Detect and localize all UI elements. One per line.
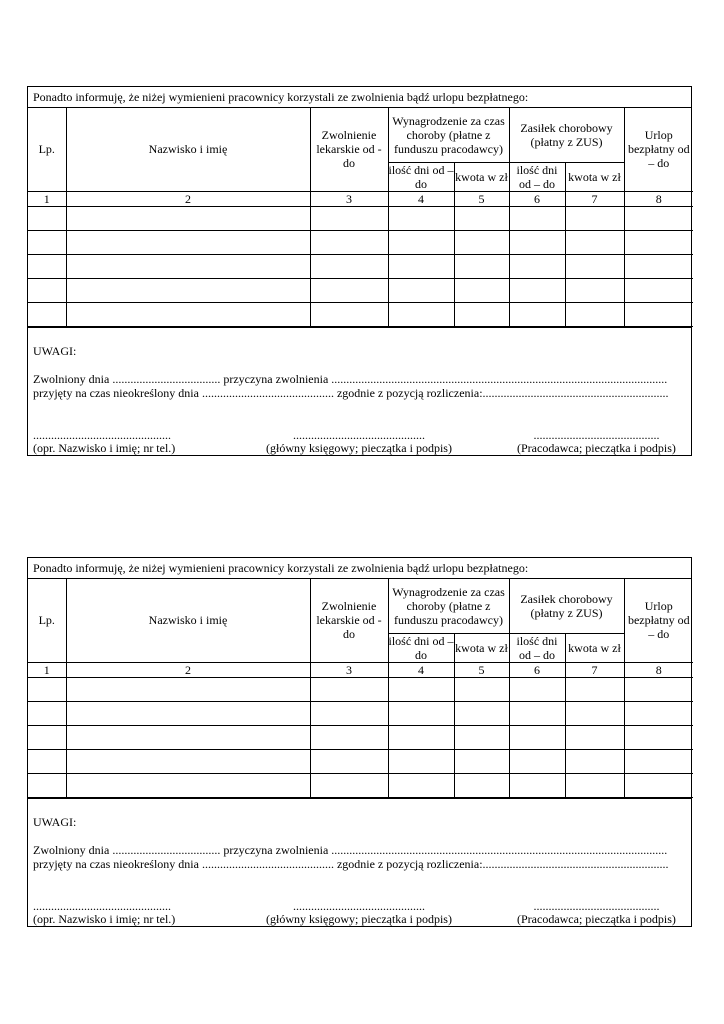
signature-dots[interactable]: .......................................... [533,427,660,442]
header-benefit-amount: kwota w zł [565,162,624,191]
column-number: 4 [388,662,454,677]
column-number-row [28,662,693,677]
signature-dots[interactable]: .............................................. [33,427,171,442]
absence-form-1 [27,86,692,456]
header-name: Nazwisko i imię [66,579,310,662]
table-cell[interactable] [28,230,66,254]
signature-employer [517,900,676,926]
table-cell[interactable] [624,206,693,230]
table-cell[interactable] [310,278,388,302]
signature-dots[interactable]: .............................................. [33,898,171,913]
header-sick-leave: Zwolnienie lekarskie od - do [310,108,388,191]
table-cell[interactable] [28,701,66,725]
table-cell[interactable] [388,749,454,773]
absence-table [28,108,693,327]
table-cell[interactable] [565,230,624,254]
header-benefit-days: ilość dni od – do [509,633,565,662]
table-row [28,302,693,326]
header-lp: Lp. [28,108,66,191]
table-cell[interactable] [28,302,66,326]
dismissal-line[interactable]: Zwolniony dnia .................................... przyczyna zwolnienia ................................................................................................................ [33,842,668,857]
table-cell[interactable] [28,677,66,701]
table-cell[interactable] [28,206,66,230]
table-cell[interactable] [66,677,310,701]
intro-text: Ponadto informuję, że niżej wymienieni pracownicy korzystali ze zwolnienia bądź urlopu bezpłatnego: [28,558,691,579]
table-cell[interactable] [454,749,509,773]
table-cell[interactable] [509,230,565,254]
table-cell[interactable] [454,230,509,254]
column-number: 4 [388,191,454,206]
table-cell[interactable] [624,230,693,254]
column-number: 2 [66,662,310,677]
header-unpaid-leave: Urlop bezpłatny od – do [624,108,693,191]
table-cell[interactable] [66,206,310,230]
table-cell[interactable] [310,701,388,725]
table-cell[interactable] [66,230,310,254]
header-benefit-amount: kwota w zł [565,633,624,662]
header-name: Nazwisko i imię [66,108,310,191]
table-row [28,278,693,302]
table-row [28,749,693,773]
table-cell[interactable] [310,302,388,326]
table-cell[interactable] [66,278,310,302]
table-row [28,677,693,701]
signature-preparer [33,429,175,455]
table-cell[interactable] [454,206,509,230]
header-salary-amount: kwota w zł [454,162,509,191]
header-salary-days: ilość dni od – do [388,633,454,662]
table-cell[interactable] [388,725,454,749]
column-number: 7 [565,662,624,677]
employment-line[interactable]: przyjęty na czas nieokreślony dnia ............................................ zgodnie z pozycją rozliczenia:.............................................................. [33,856,669,871]
column-number: 6 [509,191,565,206]
table-row [28,701,693,725]
table-cell[interactable] [28,725,66,749]
table-cell[interactable] [388,773,454,797]
table-cell[interactable] [624,725,693,749]
absence-form-2 [27,557,692,927]
header-salary-days: ilość dni od – do [388,162,454,191]
column-number: 6 [509,662,565,677]
table-cell[interactable] [454,677,509,701]
table-cell[interactable] [388,206,454,230]
table-cell[interactable] [624,278,693,302]
signature-preparer [33,900,175,926]
table-row [28,254,693,278]
signature-accountant [266,900,452,926]
column-number: 7 [565,191,624,206]
table-row [28,206,693,230]
table-cell[interactable] [509,725,565,749]
table-cell[interactable] [565,254,624,278]
table-cell[interactable] [509,701,565,725]
table-cell[interactable] [310,206,388,230]
header-benefit-days: ilość dni od – do [509,162,565,191]
intro-text: Ponadto informuję, że niżej wymienieni pracownicy korzystali ze zwolnienia bądź urlopu bezpłatnego: [28,87,691,108]
table-cell[interactable] [509,302,565,326]
header-benefit: Zasiłek chorobowy (płatny z ZUS) [509,108,624,162]
header-lp: Lp. [28,579,66,662]
table-cell[interactable] [388,230,454,254]
signature-label: (główny księgowy; pieczątka i podpis) [266,440,452,455]
table-cell[interactable] [509,773,565,797]
signature-label: (opr. Nazwisko i imię; nr tel.) [33,911,176,926]
column-number: 3 [310,662,388,677]
table-cell[interactable] [28,773,66,797]
table-cell[interactable] [565,725,624,749]
header-sick-leave: Zwolnienie lekarskie od - do [310,579,388,662]
table-cell[interactable] [454,254,509,278]
signature-label: (główny księgowy; pieczątka i podpis) [266,911,452,926]
table-cell[interactable] [624,254,693,278]
table-cell[interactable] [310,725,388,749]
table-cell[interactable] [509,677,565,701]
table-cell[interactable] [66,302,310,326]
column-number: 1 [28,662,66,677]
dismissal-line[interactable]: Zwolniony dnia .................................... przyczyna zwolnienia ................................................................................................................ [33,371,668,386]
table-cell[interactable] [565,773,624,797]
table-cell[interactable] [565,749,624,773]
table-cell[interactable] [454,725,509,749]
column-number: 3 [310,191,388,206]
table-cell[interactable] [454,773,509,797]
table-cell[interactable] [388,677,454,701]
header-salary-amount: kwota w zł [454,633,509,662]
signature-label: (opr. Nazwisko i imię; nr tel.) [33,440,176,455]
table-cell[interactable] [565,701,624,725]
header-salary: Wynagrodzenie za czas choroby (płatne z funduszu pracodawcy) [388,108,509,162]
table-cell[interactable] [28,278,66,302]
table-row [28,230,693,254]
table-cell[interactable] [565,302,624,326]
table-cell[interactable] [310,230,388,254]
table-cell[interactable] [66,725,310,749]
table-cell[interactable] [454,302,509,326]
signature-label: (Pracodawca; pieczątka i podpis) [517,911,676,926]
table-row [28,725,693,749]
header-unpaid-leave: Urlop bezpłatny od – do [624,579,693,662]
table-cell[interactable] [28,254,66,278]
table-cell[interactable] [66,701,310,725]
header-salary: Wynagrodzenie za czas choroby (płatne z funduszu pracodawcy) [388,579,509,633]
notes-label: UWAGI: [33,343,77,358]
table-cell[interactable] [565,278,624,302]
table-cell[interactable] [66,254,310,278]
employment-line[interactable]: przyjęty na czas nieokreślony dnia ............................................ zgodnie z pozycją rozliczenia:.............................................................. [33,385,669,400]
table-cell[interactable] [388,278,454,302]
column-number-row [28,191,693,206]
notes-section [28,327,691,455]
absence-table [28,579,693,798]
column-number: 8 [624,662,693,677]
table-cell[interactable] [310,677,388,701]
table-cell[interactable] [509,206,565,230]
table-cell[interactable] [509,749,565,773]
signature-dots[interactable]: ............................................ [292,427,425,442]
table-cell[interactable] [28,749,66,773]
table-cell[interactable] [66,749,310,773]
table-cell[interactable] [388,254,454,278]
header-benefit: Zasiłek chorobowy (płatny z ZUS) [509,579,624,633]
table-cell[interactable] [624,677,693,701]
table-cell[interactable] [624,749,693,773]
table-cell[interactable] [388,701,454,725]
table-cell[interactable] [509,254,565,278]
table-cell[interactable] [66,773,310,797]
table-cell[interactable] [624,773,693,797]
table-cell[interactable] [310,773,388,797]
signature-label: (Pracodawca; pieczątka i podpis) [517,440,676,455]
notes-label: UWAGI: [33,814,77,829]
signature-dots[interactable]: ............................................ [292,898,425,913]
signature-employer [517,429,676,455]
table-row [28,773,693,797]
table-cell[interactable] [565,206,624,230]
notes-section [28,798,691,926]
column-number: 2 [66,191,310,206]
table-cell[interactable] [624,701,693,725]
table-cell[interactable] [388,302,454,326]
column-number: 1 [28,191,66,206]
table-cell[interactable] [454,701,509,725]
column-number: 8 [624,191,693,206]
table-cell[interactable] [310,749,388,773]
table-cell[interactable] [310,254,388,278]
signature-accountant [266,429,452,455]
table-cell[interactable] [624,302,693,326]
column-number: 5 [454,191,509,206]
column-number: 5 [454,662,509,677]
table-cell[interactable] [565,677,624,701]
table-cell[interactable] [509,278,565,302]
table-cell[interactable] [454,278,509,302]
signature-dots[interactable]: .......................................... [533,898,660,913]
